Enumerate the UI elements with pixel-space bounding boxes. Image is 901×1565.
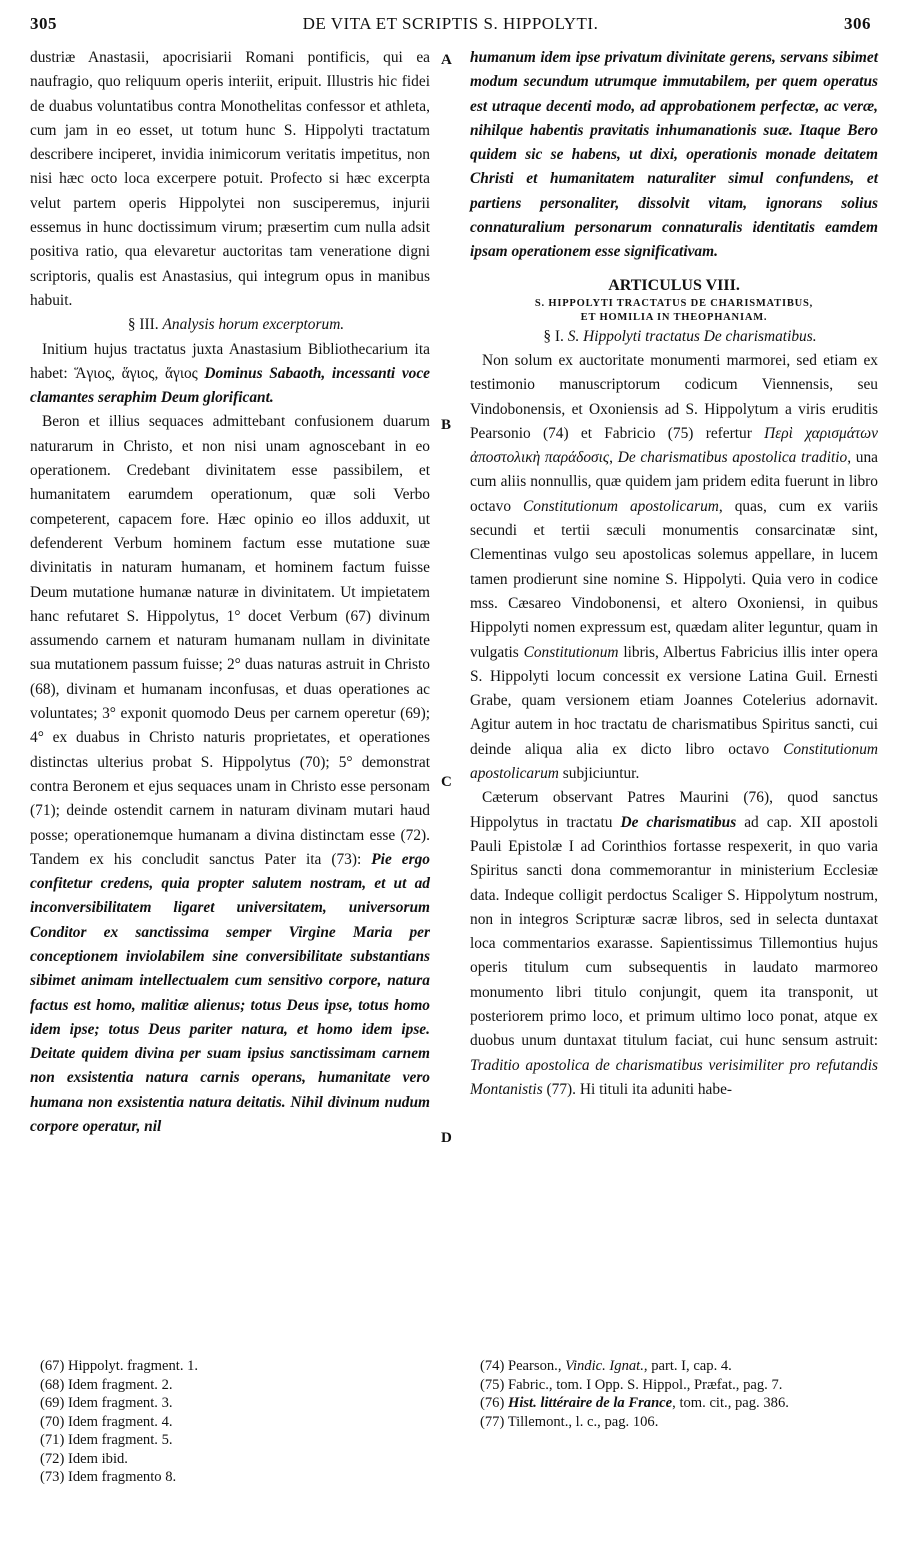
running-title: DE VITA ET SCRIPTIS S. HIPPOLYTI.: [302, 14, 599, 33]
italic-title: De charismatibus apostolica traditio: [617, 449, 848, 467]
margin-letter-c: C: [441, 774, 452, 790]
italic-title: Hist. littéraire de la France: [507, 1395, 673, 1411]
section-title: S. Hippolyti tractatus De charismatibus.: [567, 327, 817, 345]
paragraph: [30, 410, 430, 1139]
italic-title: Constitutionum apostolicarum: [470, 740, 878, 783]
margin-letter-d: D: [441, 1130, 452, 1146]
greek-text: Ἅγιος, ἅγιος, ἅγιος: [74, 364, 198, 382]
section-number: § III.: [127, 316, 159, 334]
text-run: , tom. cit., pag. 386.: [672, 1395, 789, 1411]
footnote: (71) Idem fragment. 5.: [40, 1432, 173, 1448]
text-run: (74) Pearson.,: [480, 1358, 566, 1374]
quotation: Dominus Sabaoth, incessanti voce clamantes seraphim Deum glorificant.: [30, 364, 431, 407]
footnote: [480, 1394, 880, 1413]
text-run: Non solum ex auctoritate monumenti marmorei, sed etiam ex testimonio manuscriptorum codicum Viennensis, seu Vindobonensis, et Oxoniensis ad S. Hippolytum a viris eruditis Pearsonio (74) et Fabricio (75) refertur: [470, 351, 878, 442]
paragraph: [30, 338, 430, 411]
footnote: (67) Hippolyt. fragment. 1.: [40, 1358, 199, 1374]
footnotes-left: [40, 1357, 420, 1487]
italic-title: De charismatibus: [620, 813, 737, 831]
margin-letter-a: A: [441, 52, 452, 68]
page-number-right: 306: [844, 14, 871, 33]
text-run: , part. I, cap. 4.: [643, 1358, 732, 1374]
text-run: ,: [609, 449, 618, 467]
italic-title: Constitutionum: [523, 643, 619, 661]
running-header: [30, 10, 871, 38]
footnote: (72) Idem ibid.: [40, 1450, 128, 1467]
quotation-continued: humanum idem ipse privatum divinitate gerens, servans sibimet modum secundum utrumque immutabilem, per quem operatus est utraque decenti modo, ad approbationem perfectæ, ac veræ, nihilque habentis pravitatis inhumanationis suæ. Itaque Bero quidem sic se habens, ut dixi, operationis monade deitatem Christi et humanitatem naturaliter simul confundens, et partiens personaliter, dissolvit vitam, ignorans solius connaturalium personarum connaturalis identitatis eamdem ipsam operationem esse significativam.: [470, 49, 878, 261]
footnote: (73) Idem fragmento 8.: [40, 1469, 177, 1485]
text-run: (77). Hi tituli ita aduniti habe-: [542, 1080, 733, 1098]
text-run: Cæterum observant Patres Maurini (76), quod sanctus Hippolytus in tractatu: [470, 789, 878, 831]
section-heading: [30, 313, 430, 337]
margin-letter-b: B: [441, 417, 452, 433]
article-subtitle: ET HOMILIA IN THEOPHANIAM.: [580, 311, 768, 323]
section-heading: [470, 325, 878, 349]
paragraph: [470, 786, 878, 1102]
page-number-left: 305: [30, 14, 57, 33]
paragraph: dustriæ Anastasii, apocrisiarii Romani pontificis, qui ea naufragio, quo reliquum operis interiit, eripuit. Illustris hic fidei de duabus voluntatibus contra Monothelitas confessor et athleta, cum jam in eo esset, ut totum hunc S. Hippolyti tractatum describere inciperet, invidia inimicorum veritatis impetitus, non nisi hæc octo loca excerpere potuit. Profecto si hæc excerpta velut partem operis Hippolytei non susciperemus, injurii essemus in hunc doctissimum virum; præsertim cum nulla adsit positiva ratio, qua elevaretur auctoritas tam veneratione digni scriptoris, qualis est Anastasius, qui integrum opus in manibus habuit.: [30, 49, 430, 309]
section-title: Analysis horum excerptorum.: [162, 316, 345, 334]
paragraph: [470, 349, 878, 786]
article-subtitle: S. HIPPOLYTI TRACTATUS DE CHARISMATIBUS,: [534, 297, 814, 309]
footnote: (69) Idem fragment. 3.: [40, 1395, 173, 1411]
text-run: Beron et illius sequaces admittebant confusionem duarum naturarum in Christo, et non nisi unam agnoscebant in eo operationem. Credebant divinitatem esse passibilem, et humanitatem earumdem operationum, quæ soli Verbo competerent, capacem fore. Hæc opinio eo illos adduxit, ut defenderent Verbum hominem factum esse mutatione suæ divinitatis in naturam humanam, et hominem factum fuisse Deum mutatione humanæ naturæ in divinitatem. Ut impietatem hanc refutaret S. Hippolytus, 1° docet Verbum (67) divinum assumendo carnem et naturam humanam nullam in divinitate sua mutationem passum fuisse; 2° duas naturas astruit in Christo (68), divinam et humanam inconfusas, et duas operationes ac voluntates; 3° exponit quomodo Deus per carnem operetur (69); 4° ex duabus in Christo naturis proprietates, et operationes distinctas ulterius probat S. Hippolytus (70); 5° demonstrat contra Beronem et ejus sequaces unam in Christo esse personam (71); deinde ostendit carnem in naturam divinam mutari haud posse; operationemque humanam a divina distinctam esse (72). Tandem ex his concludit sanctus Pater ita (73):: [30, 413, 430, 868]
text-run: Initium hujus tractatus juxta Anastasium Bibliothecarium ita habet:: [30, 340, 430, 382]
section-number: § I.: [543, 327, 564, 345]
footnote: (70) Idem fragment. 4.: [40, 1413, 173, 1430]
text-run: libris, Albertus Fabricius illis inter opera S. Hippolyti locum concessit ex versione Latina Guil. Ernesti Grabe, quam versionem etiam Joannes Cotelerius adornavit. Agitur autem in hoc tractatu de charismatibus Spiritus sancti, cui deinde aliqua alia ex dicto libro octavo: [470, 643, 878, 758]
italic-title: Constitutionum apostolicarum: [523, 497, 719, 515]
text-run: ad cap. XII apostoli Pauli Epistolæ I ad Corinthios fortasse respexerit, in quo varia Spiritus sancti dona commemorantur in ministerium Ecclesiæ data. Indeque colligit perdoctus Scaliger S. Hippolytum nostrum, non in integros Scripturæ sacræ libros, sed in selecta duntaxat loca commentarios exarasse. Sapientissimus Tillemontius hujus operis titulum cum subsequentis in laudato marmoreo monumento libri titulo conjungit, quem ita transponit, ut posteriorem primo loco, et primum ultimo loco ponat, atque ex duobus unum duntaxat titulum faciat, cui hunc sensum astruit:: [470, 813, 878, 1050]
italic-title: Traditio apostolica de charismatibus verisimiliter pro refutandis Montanistis: [470, 1056, 878, 1098]
footnote: (75) Fabric., tom. I Opp. S. Hippol., Præfat., pag. 7.: [480, 1376, 783, 1393]
left-column: [30, 46, 430, 1139]
footnote: (77) Tillemont., l. c., pag. 106.: [480, 1413, 659, 1430]
right-column: [470, 46, 878, 1102]
greek-text: Περὶ χαρισμάτων ἀποστολικὴ παράδοσις: [470, 424, 878, 467]
text-run: subjiciuntur.: [558, 765, 640, 783]
text-run: (76): [480, 1395, 508, 1411]
italic-title: Vindic. Ignat.: [565, 1358, 644, 1374]
text-run: , una cum aliis nonnullis, quæ quidem jam pridem edita fuerunt in libro octavo: [470, 449, 879, 515]
article-title: ARTICULUS VIII.: [608, 276, 740, 294]
footnotes-right: [480, 1357, 880, 1431]
footnote: [480, 1357, 880, 1376]
text-run: , quas, cum ex variis secundi et tertii sæculi monumentis consarcinatæ sint, Clementinas vulgo seu apostolicas solemus appellare, in lucem tamen prodierunt sine nomine S. Hippolyti. Quia vero in codice mss. Cæsareo Vindobonensi, et altero Oxoniensi, in quibus Hippolyti nomen expressum est, quædam aliter leguntur, quam in vulgatis: [470, 497, 879, 661]
footnote: (68) Idem fragment. 2.: [40, 1376, 173, 1393]
quotation: Pie ergo confitetur credens, quia propter salutem nostram, et ut ad inconversibilitatem ligaret universitatem, universorum Conditor ex sanctissima semper Virgine Maria per conceptionem inviolabilem sine conversibilitate substantians sibimet animam intellectualem cum sensitivo corpore, natura factus est homo, malitiæ alienus; totus Deus ipse, totus homo idem ipse; totus Deus pariter natura, et homo idem ipse. Deitate quidem divina per suam ipsius sanctissimam carnem non exsistentia natura carnis operans, humanitate vero humana non exsistentia natura deitatis. Nihil divinum nudum corpore operatur, nil: [30, 850, 430, 1136]
